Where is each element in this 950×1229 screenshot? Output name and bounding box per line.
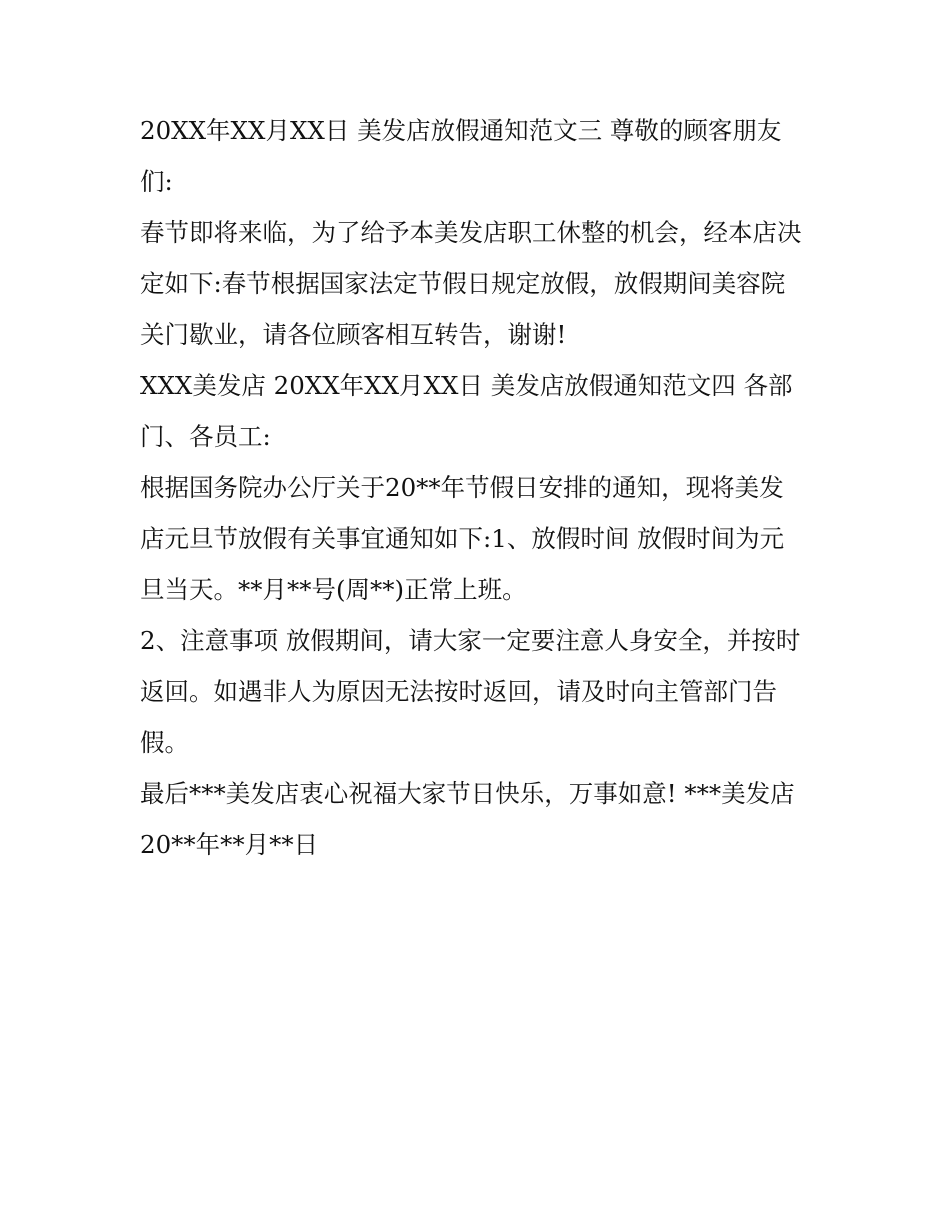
text-line: 关门歇业，请各位顾客相互转告，谢谢! bbox=[140, 320, 567, 349]
text-line: 门、各员工: bbox=[140, 422, 271, 451]
text-line: 旦当天。**月**号(周**)正常上班。 bbox=[140, 575, 527, 604]
text-line: 定如下:春节根据国家法定节假日规定放假，放假期间美容院 bbox=[140, 269, 786, 298]
text-line: 假。 bbox=[140, 728, 189, 757]
text-line: 返回。如遇非人为原因无法按时返回，请及时向主管部门告 bbox=[140, 677, 777, 706]
text-line: 最后***美发店衷心祝福大家节日快乐，万事如意! ***美发店 bbox=[140, 779, 795, 808]
text-line: 2、注意事项 放假期间，请大家一定要注意人身安全，并按时 bbox=[140, 626, 801, 655]
text-line: XXX美发店 20XX年XX月XX日 美发店放假通知范文四 各部 bbox=[140, 371, 793, 400]
text-line: 20**年**月**日 bbox=[140, 830, 319, 859]
text-line: 们: bbox=[140, 167, 173, 196]
text-line: 20XX年XX月XX日 美发店放假通知范文三 尊敬的顾客朋友 bbox=[140, 116, 782, 145]
document-body bbox=[140, 105, 820, 870]
text-line: 店元旦节放假有关事宜通知如下:1、放假时间 放假时间为元 bbox=[140, 524, 785, 553]
text-line: 春节即将来临，为了给予本美发店职工休整的机会，经本店决 bbox=[140, 218, 802, 247]
text-line: 根据国务院办公厅关于20**年节假日安排的通知，现将美发 bbox=[140, 473, 784, 502]
